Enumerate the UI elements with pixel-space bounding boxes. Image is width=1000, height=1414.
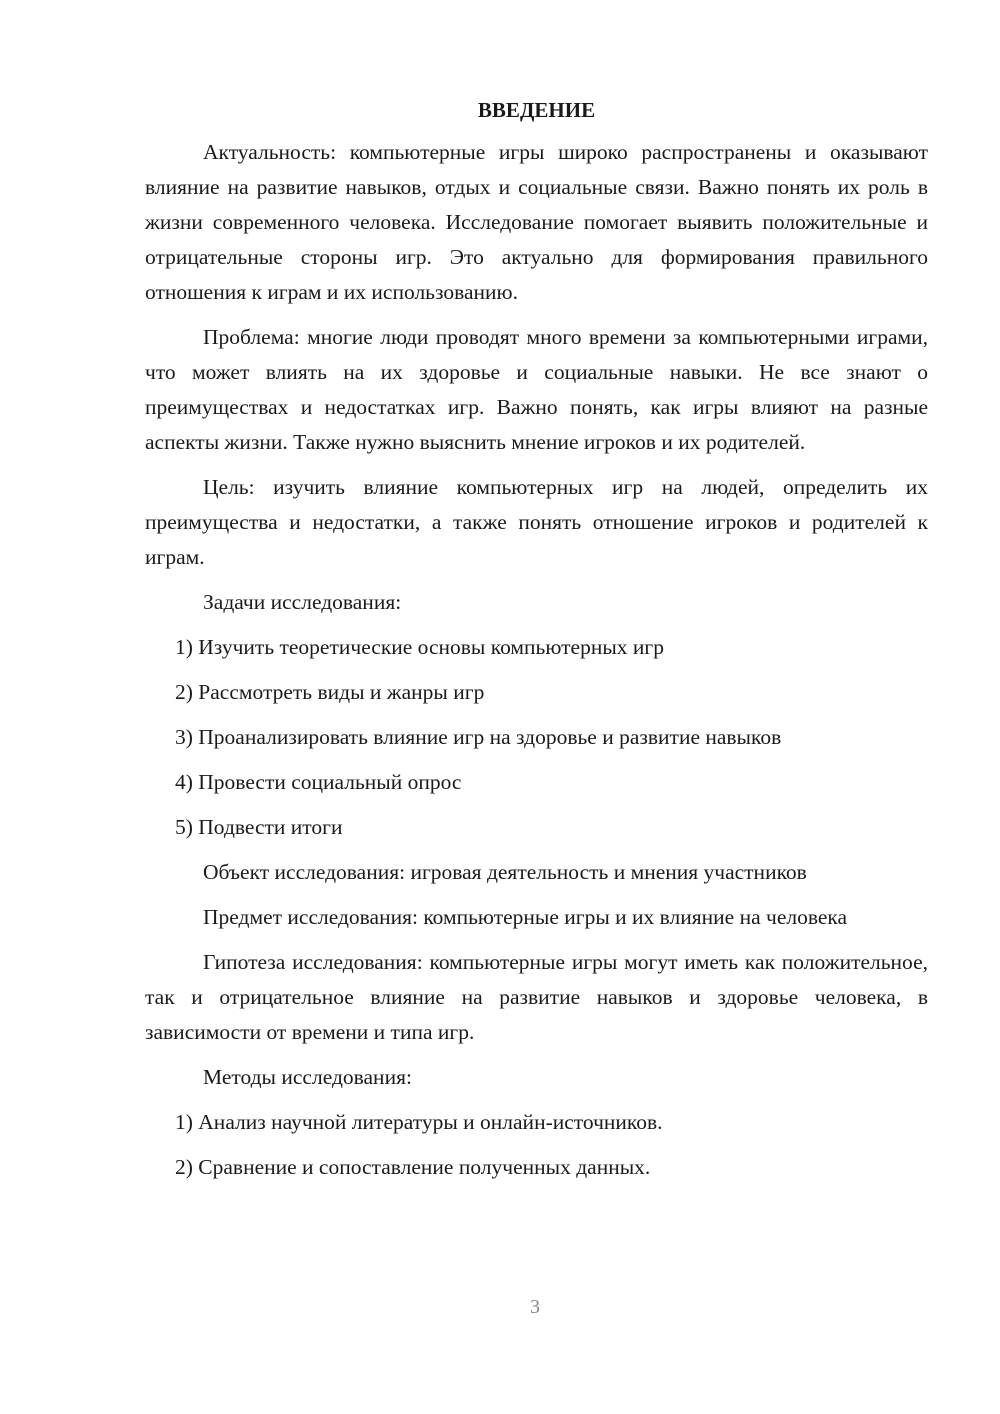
section-title: ВВЕДЕНИЕ (477, 98, 596, 122)
object-paragraph: Объект исследования: игровая деятельность и мнения участников (203, 860, 807, 884)
relevance-paragraph: Актуальность: компьютерные игры широко распространены и оказывают влияние на развитие навыков, отдых и социальные связи. Важно понять их роль в жизни современного человека. Исследование помогает выявить положительные и отрицательные стороны игр. Это актуально для формирования правильного отношения к играм и их использованию. (145, 140, 928, 304)
page-number: 3 (530, 1296, 540, 1318)
hypothesis-paragraph: Гипотеза исследования: компьютерные игры могут иметь как положительное, так и отрицательное влияние на развитие навыков и здоровье человека, в зависимости от времени и типа игр. (145, 950, 928, 1044)
task-item: 3) Проанализировать влияние игр на здоровье и развитие навыков (175, 725, 782, 749)
subject-paragraph: Предмет исследования: компьютерные игры и их влияние на человека (203, 905, 848, 929)
method-item: 2) Сравнение и сопоставление полученных данных. (175, 1155, 651, 1179)
goal-paragraph: Цель: изучить влияние компьютерных игр на людей, определить их преимущества и недостатки, а также понять отношение игроков и родителей к играм. (145, 475, 928, 569)
methods-heading: Методы исследования: (203, 1065, 412, 1089)
task-item: 2) Рассмотреть виды и жанры игр (175, 680, 485, 704)
tasks-list (145, 630, 928, 845)
tasks-heading: Задачи исследования: (203, 590, 402, 614)
problem-paragraph: Проблема: многие люди проводят много времени за компьютерными играми, что может влиять на их здоровье и социальные навыки. Не все знают о преимуществах и недостатках игр. Важно понять, как игры влияют на разные аспекты жизни. Также нужно выяснить мнение игроков и их родителей. (145, 325, 928, 454)
method-item: 1) Анализ научной литературы и онлайн-источников. (175, 1110, 663, 1134)
page-content (145, 95, 928, 1195)
task-item: 4) Провести социальный опрос (175, 770, 462, 794)
methods-list (145, 1105, 928, 1185)
task-item: 1) Изучить теоретические основы компьютерных игр (175, 635, 664, 659)
task-item: 5) Подвести итоги (175, 815, 343, 839)
